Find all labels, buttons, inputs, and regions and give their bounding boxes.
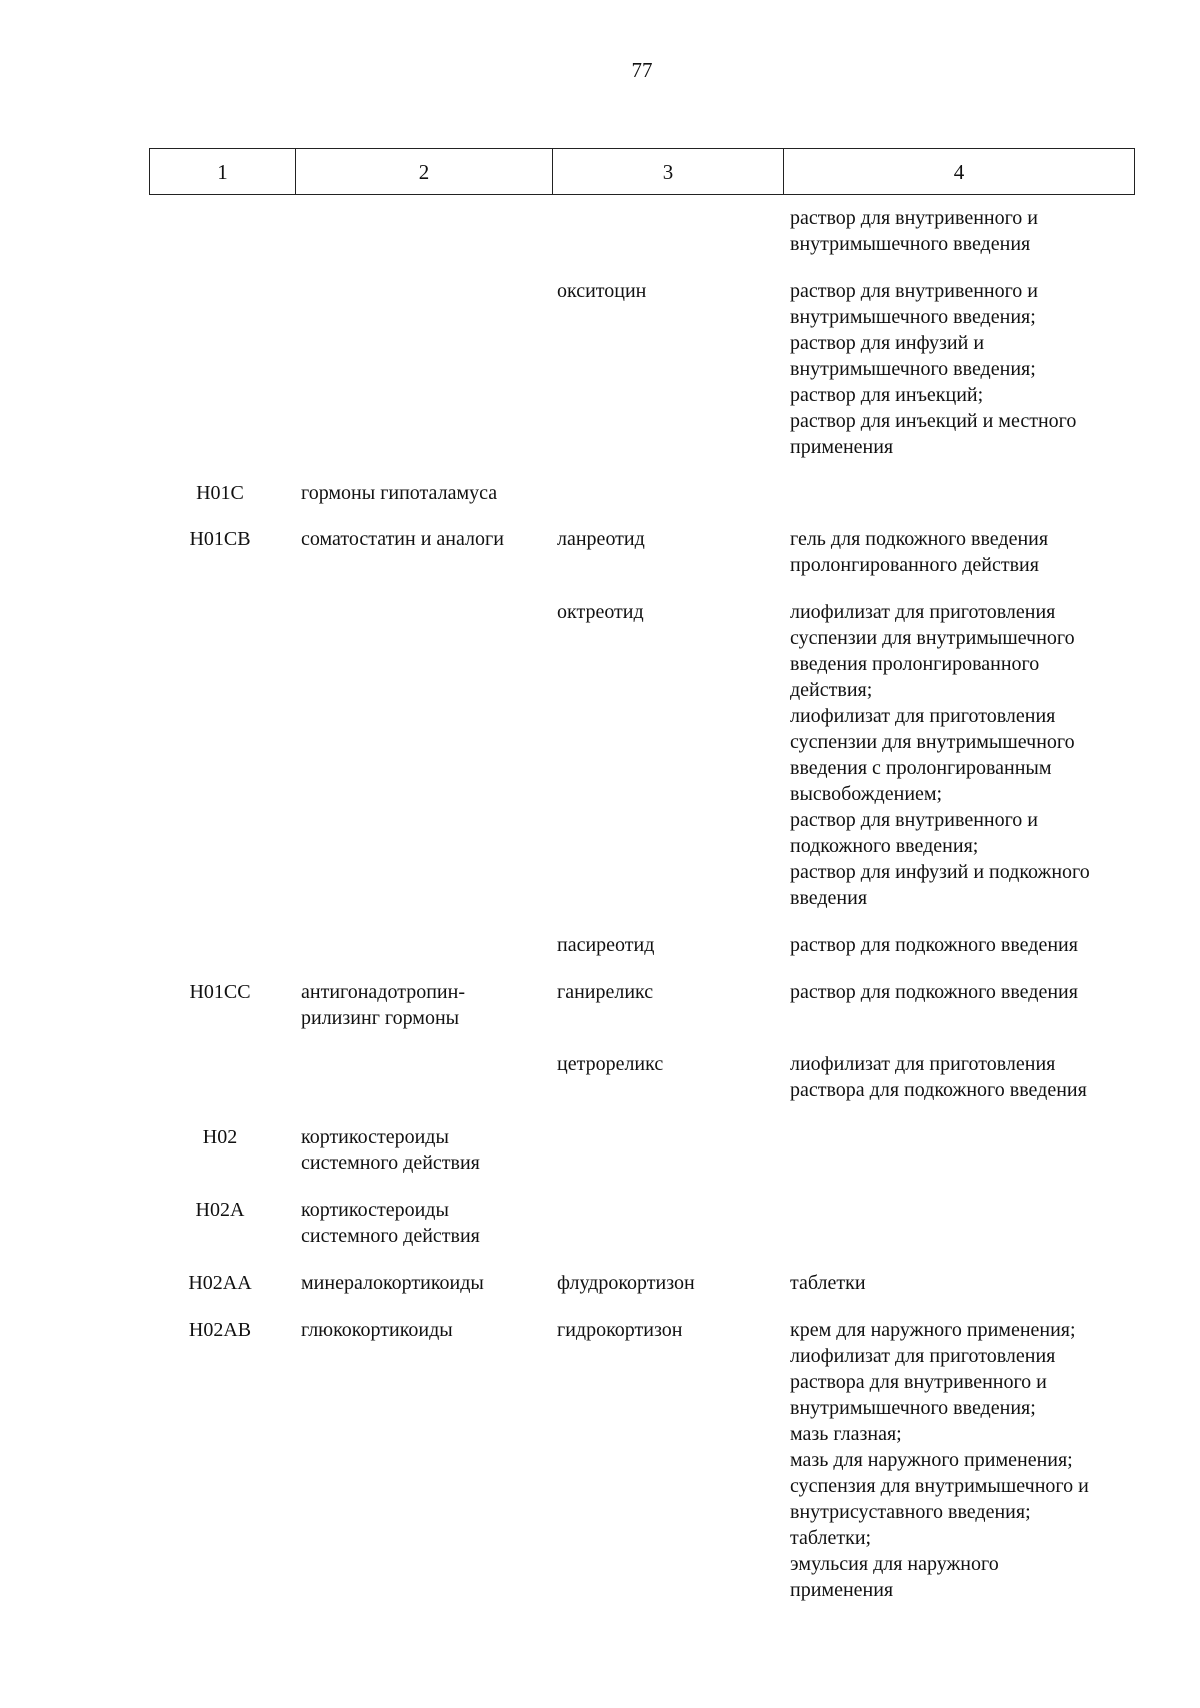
atc-code: H01CC — [189, 981, 251, 1003]
atc-code-cell — [149, 278, 295, 460]
atc-code: H01CB — [189, 528, 251, 550]
table-row — [149, 526, 1135, 578]
atc-code-cell — [149, 1124, 295, 1176]
table-row — [149, 932, 1135, 958]
substance-cell — [552, 526, 783, 578]
dosage-form-line: суспензии для внутримышечного — [790, 627, 1075, 649]
dosage-form-line: введения с пролонгированным — [790, 757, 1052, 779]
dosage-forms-cell — [783, 932, 1135, 958]
header-cell-3: 3 — [553, 149, 784, 194]
table-row — [149, 1124, 1135, 1176]
substance-cell — [552, 1124, 783, 1176]
group-name-line: системного действия — [301, 1152, 480, 1174]
dosage-form-line: внутримышечного введения; — [790, 1397, 1036, 1419]
group-name-line: гормоны гипоталамуса — [301, 482, 498, 504]
dosage-forms-cell — [783, 526, 1135, 578]
table-row — [149, 1051, 1135, 1103]
header-cell-1: 1 — [150, 149, 296, 194]
dosage-form-line: введения — [790, 887, 868, 909]
substance-cell — [552, 599, 783, 911]
atc-code: H02AA — [188, 1272, 252, 1294]
group-name-cell — [295, 1270, 552, 1296]
dosage-form-line: гель для подкожного введения — [790, 528, 1049, 550]
substance-name: флудрокортизон — [557, 1272, 695, 1294]
dosage-form-line: внутримышечного введения; — [790, 306, 1036, 328]
dosage-form-line: внутримышечного введения; — [790, 358, 1036, 380]
atc-code-cell — [149, 1317, 295, 1603]
substance-cell — [552, 1197, 783, 1249]
table-body — [149, 205, 1135, 1603]
dosage-forms-cell — [783, 1317, 1135, 1603]
group-name-cell — [295, 599, 552, 911]
group-name-cell — [295, 278, 552, 460]
dosage-form-line: лиофилизат для приготовления — [790, 1053, 1056, 1075]
dosage-form-line: введения пролонгированного — [790, 653, 1040, 675]
dosage-form-line: раствор для внутривенного и — [790, 809, 1039, 831]
dosage-form-line: раствор для внутривенного и — [790, 207, 1039, 229]
header-cell-2: 2 — [296, 149, 553, 194]
atc-code-cell — [149, 1197, 295, 1249]
dosage-form-line: крем для наружного применения; — [790, 1319, 1076, 1341]
substance-name: окситоцин — [557, 280, 647, 302]
table-row — [149, 480, 1135, 506]
atc-code-cell — [149, 979, 295, 1031]
table-row — [149, 1197, 1135, 1249]
atc-code: H02AB — [188, 1319, 252, 1341]
group-name-line: соматостатин и аналоги — [301, 528, 504, 550]
group-name-line: кортикостероиды — [301, 1199, 449, 1221]
table-row — [149, 1270, 1135, 1296]
table-row — [149, 278, 1135, 460]
substance-name: ганиреликс — [557, 981, 654, 1003]
group-name-line: минералокортикоиды — [301, 1272, 484, 1294]
dosage-form-line: раствор для инфузий и — [790, 332, 985, 354]
dosage-form-line: раствор для подкожного введения — [790, 934, 1078, 956]
substance-cell — [552, 979, 783, 1031]
atc-code-cell — [149, 932, 295, 958]
atc-code: H01C — [196, 482, 244, 504]
table-row — [149, 205, 1135, 257]
dosage-form-line: лиофилизат для приготовления — [790, 1345, 1056, 1367]
substance-cell — [552, 205, 783, 257]
dosage-forms-cell — [783, 205, 1135, 257]
group-name-line: рилизинг гормоны — [301, 1007, 460, 1029]
dosage-forms-cell — [783, 278, 1135, 460]
group-name-cell — [295, 1197, 552, 1249]
dosage-form-line: применения — [790, 436, 894, 458]
dosage-forms-cell — [783, 1124, 1135, 1176]
dosage-form-line: внутрисуставного введения; — [790, 1501, 1031, 1523]
dosage-form-line: лиофилизат для приготовления — [790, 705, 1056, 727]
substance-name: октреотид — [557, 601, 644, 623]
dosage-form-line: раствор для инъекций; — [790, 384, 984, 406]
dosage-form-line: лиофилизат для приготовления — [790, 601, 1056, 623]
table-row — [149, 599, 1135, 911]
substance-cell — [552, 278, 783, 460]
dosage-form-line: суспензия для внутримышечного и — [790, 1475, 1089, 1497]
substance-cell — [552, 932, 783, 958]
dosage-form-line: пролонгированного действия — [790, 554, 1039, 576]
atc-code-cell — [149, 599, 295, 911]
dosage-forms-cell — [783, 1197, 1135, 1249]
dosage-forms-cell — [783, 599, 1135, 911]
atc-code-cell — [149, 480, 295, 506]
table-row — [149, 1317, 1135, 1603]
page-number: 77 — [631, 58, 653, 82]
atc-code: H02A — [195, 1199, 245, 1221]
substance-name: гидрокортизон — [557, 1319, 683, 1341]
atc-code-cell — [149, 526, 295, 578]
group-name-line: глюкокортикоиды — [301, 1319, 453, 1341]
group-name-cell — [295, 480, 552, 506]
group-name-cell — [295, 1317, 552, 1603]
substance-cell — [552, 1317, 783, 1603]
dosage-form-line: раствор для инъекций и местного — [790, 410, 1077, 432]
dosage-form-line: подкожного введения; — [790, 835, 979, 857]
group-name-cell — [295, 205, 552, 257]
substance-name: цетрореликс — [557, 1053, 664, 1075]
atc-code-cell — [149, 205, 295, 257]
dosage-form-line: внутримышечного введения — [790, 233, 1031, 255]
dosage-forms-cell — [783, 480, 1135, 506]
dosage-forms-cell — [783, 1051, 1135, 1103]
dosage-form-line: раствор для подкожного введения — [790, 981, 1078, 1003]
substance-cell — [552, 1051, 783, 1103]
group-name-line: кортикостероиды — [301, 1126, 449, 1148]
group-name-line: системного действия — [301, 1225, 480, 1247]
dosage-form-line: мазь глазная; — [790, 1423, 902, 1445]
dosage-form-line: эмульсия для наружного — [790, 1553, 999, 1575]
dosage-form-line: раствора для внутривенного и — [790, 1371, 1047, 1393]
dosage-form-line: раствор для внутривенного и — [790, 280, 1039, 302]
table-row — [149, 979, 1135, 1031]
header-cell-4: 4 — [953, 160, 965, 184]
substance-cell — [552, 1270, 783, 1296]
dosage-form-line: высвобождением; — [790, 783, 943, 805]
table-header — [149, 148, 1135, 195]
group-name-cell — [295, 1051, 552, 1103]
dosage-form-line: действия; — [790, 679, 873, 701]
group-name-cell — [295, 932, 552, 958]
substance-name: пасиреотид — [557, 934, 655, 956]
atc-code-cell — [149, 1270, 295, 1296]
dosage-form-line: таблетки — [790, 1272, 866, 1294]
dosage-form-line: таблетки; — [790, 1527, 872, 1549]
dosage-form-line: раствора для подкожного введения — [790, 1079, 1087, 1101]
group-name-cell — [295, 526, 552, 578]
dosage-form-line: мазь для наружного применения; — [790, 1449, 1073, 1471]
substance-name: ланреотид — [557, 528, 645, 550]
group-name-cell — [295, 1124, 552, 1176]
group-name-line: антигонадотропин- — [301, 981, 465, 1003]
substance-cell — [552, 480, 783, 506]
dosage-form-line: применения — [790, 1579, 894, 1601]
dosage-form-line: суспензии для внутримышечного — [790, 731, 1075, 753]
dosage-forms-cell — [783, 979, 1135, 1031]
dosage-forms-cell — [783, 1270, 1135, 1296]
group-name-cell — [295, 979, 552, 1031]
atc-code-cell — [149, 1051, 295, 1103]
dosage-form-line: раствор для инфузий и подкожного — [790, 861, 1090, 883]
atc-code: H02 — [202, 1126, 238, 1148]
